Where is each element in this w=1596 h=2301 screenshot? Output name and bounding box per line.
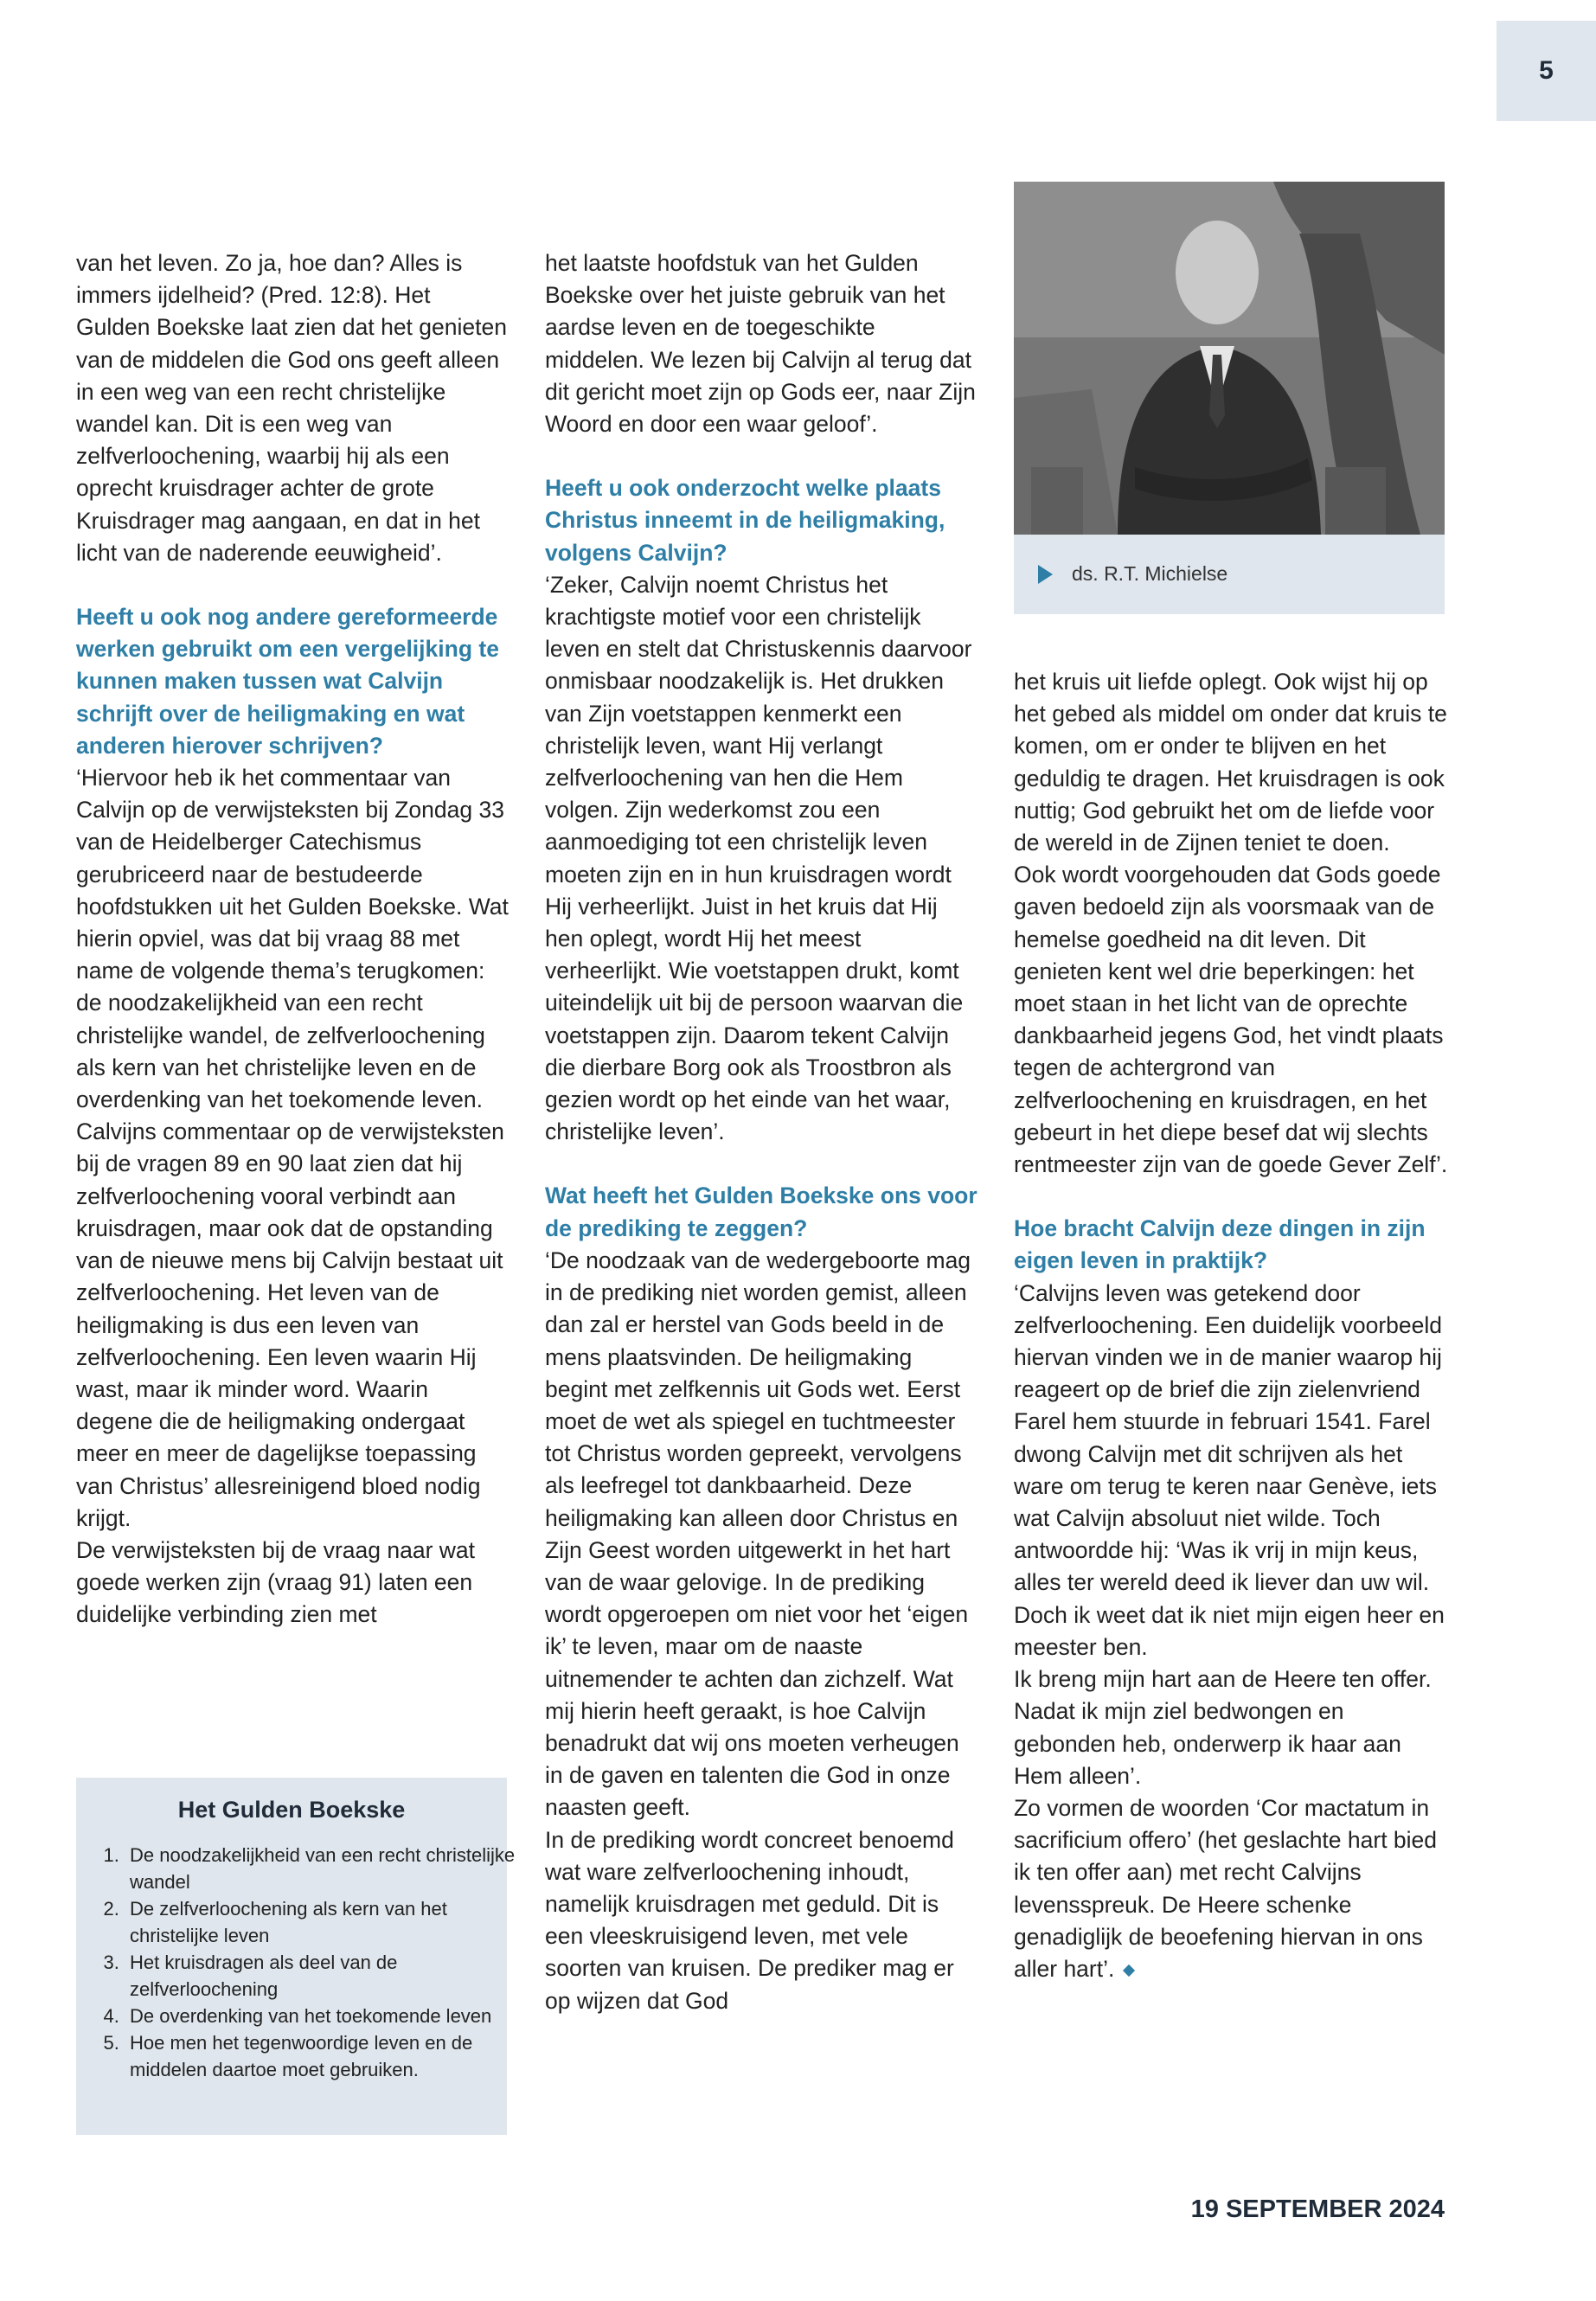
paragraph: ‘Hiervoor heb ik het commentaar van Calvijn op de verwijsteksten bij Zondag 33 van de Heidelberger Catechismus gerubriceerd naar de bestudeerde hoofdstukken uit het Gulden Boekske. Wat hierin opviel, was dat bij vraag 88 met name de volgende thema’s terugkomen: de noodzakelijkheid van een recht christelijke wandel, de zelfverloochening als kern van het christelijke leven en de overdenking van het toekomende leven. Calvijns commentaar op de verwijsteksten bij de vragen 89 en 90 laat zien dat hij zelfverloochening vooral verbindt aan kruisdragen, maar ook dat de opstanding van de nieuwe mens bij Calvijn bestaat uit zelfverloochening. Het leven van de heiligmaking is dus een leven van zelfverloochening. Een leven waarin Hij wast, maar ik minder word. Waarin degene die de heiligmaking ondergaat meer en meer de dagelijkse toepassing van Christus’ allesreinigend bloed nodig krijgt. [76, 765, 509, 1531]
paragraph: Ik breng mijn hart aan de Heere ten offer. Nadat ik mijn ziel bedwongen en gebonden heb, onderwerp ik haar aan Hem alleen’. [1014, 1666, 1432, 1789]
article-column-2 [545, 247, 977, 2017]
play-arrow-icon [1038, 565, 1053, 584]
list-item: 2. De zelfverloochening als kern van het christelijke leven [125, 1895, 522, 1949]
paragraph: van het leven. Zo ja, hoe dan? Alles is immers ijdelheid? (Pred. 12:8). Het Gulden Boekske laat zien dat het genieten van de middelen die God ons geeft alleen in een weg van een recht christelijke wandel kan. Dit is een weg van zelfverloochening, waarbij hij als een oprecht kruisdrager achter de grote Kruisdrager mag aangaan, en dat in het licht van de naderende eeuwigheid’. [76, 250, 507, 566]
portrait-illustration [1014, 182, 1445, 535]
paragraph: ‘Calvijns leven was getekend door zelfverloochening. Een duidelijk voorbeeld hiervan vinden we in de manier waarop hij reageert op de brief die zijn zielenvriend Farel hem stuurde in februari 1541. Farel dwong Calvijn met dit schrijven als het ware om terug te keren naar Genève, iets wat Calvijn absoluut niet wilde. Toch antwoordde hij: ‘Was ik vrij in mijn keus, alles ter wereld deed ik liever dan uw wil. Doch ik weet dat ik niet mijn eigen heer en meester ben. [1014, 1279, 1445, 1660]
caption-text: ds. R.T. Michielse [1072, 562, 1228, 585]
paragraph: het kruis uit liefde oplegt. Ook wijst hij op het gebed als middel om onder dat kruis te komen, om er onder te blijven en het geduldig te dragen. Het kruisdragen is ook nuttig; God gebruikt het om de liefde voor de wereld in de Zijnen teniet te doen. [1014, 669, 1447, 856]
list-item: 5. Hoe men het tegenwoordige leven en de middelen daartoe moet gebruiken. [125, 2029, 522, 2083]
paragraph: In de prediking wordt concreet benoemd wat ware zelfverloochening inhoudt, namelijk kruisdragen met geduld. Dit is een vleeskruisigend leven, met vele soorten van kruisen. De prediker mag er op wijzen dat God [545, 1826, 954, 2014]
article-column-1 [76, 247, 509, 1631]
issue-date: 19 SEPTEMBER 2024 [1190, 2195, 1445, 2223]
paragraph: ‘Zeker, Calvijn noemt Christus het krachtigste motief voor een christelijk leven en stelt dat Christuskennis daarvoor onmisbaar noodzakelijk is. Het drukken van Zijn voetstappen kenmerkt een christelijk leven, want Hij verlangt zelfverloochening van hen die Hem volgen. Zijn wederkomst zou een aanmoediging tot een christelijk leven moeten zijn en in hun kruisdragen wordt Hij verheerlijkt. Juist in het kruis dat Hij hen oplegt, wordt Hij het meest verheerlijkt. Wie voetstappen drukt, komt uiteindelijk uit bij de persoon waarvan die voetstappen zijn. Daarom tekent Calvijn die dierbare Borg ook als Troostbron als gezien wordt op het einde van het waar, christelijke leven’. [545, 571, 972, 1145]
page-number: 5 [1539, 56, 1554, 85]
photo-caption [1038, 562, 1227, 586]
paragraph: De verwijsteksten bij de vraag naar wat goede werken zijn (vraag 91) laten een duidelijke verbinding zien met [76, 1536, 476, 1628]
interview-question: Heeft u ook nog andere gereformeerde werken gebruikt om een vergelijking te kunnen maken tussen wat Calvijn schrijft over de heiligmaking en wat anderen hierover schrijven? [76, 604, 499, 759]
paragraph: het laatste hoofdstuk van het Gulden Boekske over het juiste gebruik van het aardse leven en de toegeschikte middelen. We lezen bij Calvijn al terug dat dit gericht moet zijn op Gods eer, naar Zijn Woord en door een waar geloof’. [545, 250, 976, 438]
gulden-boekske-box [76, 1778, 516, 2135]
article-column-3 [1014, 666, 1451, 1985]
end-mark-icon [1123, 1965, 1135, 1977]
box-title: Het Gulden Boekske [177, 1797, 406, 1823]
paragraph: Ook wordt voorgehouden dat Gods goede gaven bedoeld zijn als voorsmaak van de hemelse goedheid na dit leven. Dit genieten kent wel drie beperkingen: het moet staan in het licht van de oprechte dankbaarheid jegens God, het vindt plaats tegen de achtergrond van zelfverloochening en kruisdragen, en het gebeurt in het diepe besef dat wij slechts rentmeester zijn van de goede Gever Zelf’. [1014, 862, 1448, 1178]
chapter-list [99, 1842, 522, 2083]
interview-question: Heeft u ook onderzocht welke plaats Christus inneemt in de heiligmaking, volgens Calvijn? [545, 475, 945, 566]
interview-question: Hoe bracht Calvijn deze dingen in zijn eigen leven in praktijk? [1014, 1215, 1426, 1274]
list-item: 1. De noodzakelijkheid van een recht christelijke wandel [125, 1842, 522, 1895]
interview-question: Wat heeft het Gulden Boekske ons voor de prediking te zeggen? [545, 1183, 977, 1241]
paragraph-text: Zo vormen de woorden ‘Cor mactatum in sacrificium offero’ (het geslachte hart bied ik ten offer aan) met recht Calvijns levensspreuk. De Heere schenke genadiglijk de beoefening hiervan in ons aller hart’. [1014, 1794, 1438, 1982]
portrait-photo [1014, 182, 1445, 535]
photo-block [1014, 182, 1445, 614]
paragraph: ‘De noodzaak van de wedergeboorte mag in de prediking niet worden gemist, alleen dan zal er herstel van Gods beeld in de mens plaatsvinden. De heiligmaking begint met zelfkennis uit Gods wet. Eerst moet de wet als spiegel en tuchtmeester tot Christus worden gepreekt, vervolgens als leefregel tot dankbaarheid. Deze heiligmaking kan alleen door Christus en Zijn Geest worden uitgewerkt in het hart van de waar gelovige. In de prediking wordt opgeroepen om niet voor het ‘eigen ik’ te leven, maar om de naaste uitnemender te achten dan zichzelf. Wat mij hierin heeft geraakt, is hoe Calvijn benadrukt dat wij ons moeten verheugen in de gaven en talenten die God in onze naasten geeft. [545, 1247, 971, 1821]
paragraph-final [1014, 1792, 1451, 1985]
page-number-tab [1497, 21, 1596, 121]
list-item: 3. Het kruisdragen als deel van de zelfverloochening [125, 1949, 522, 2003]
list-item: 4. De overdenking van het toekomende leven [125, 2003, 522, 2029]
